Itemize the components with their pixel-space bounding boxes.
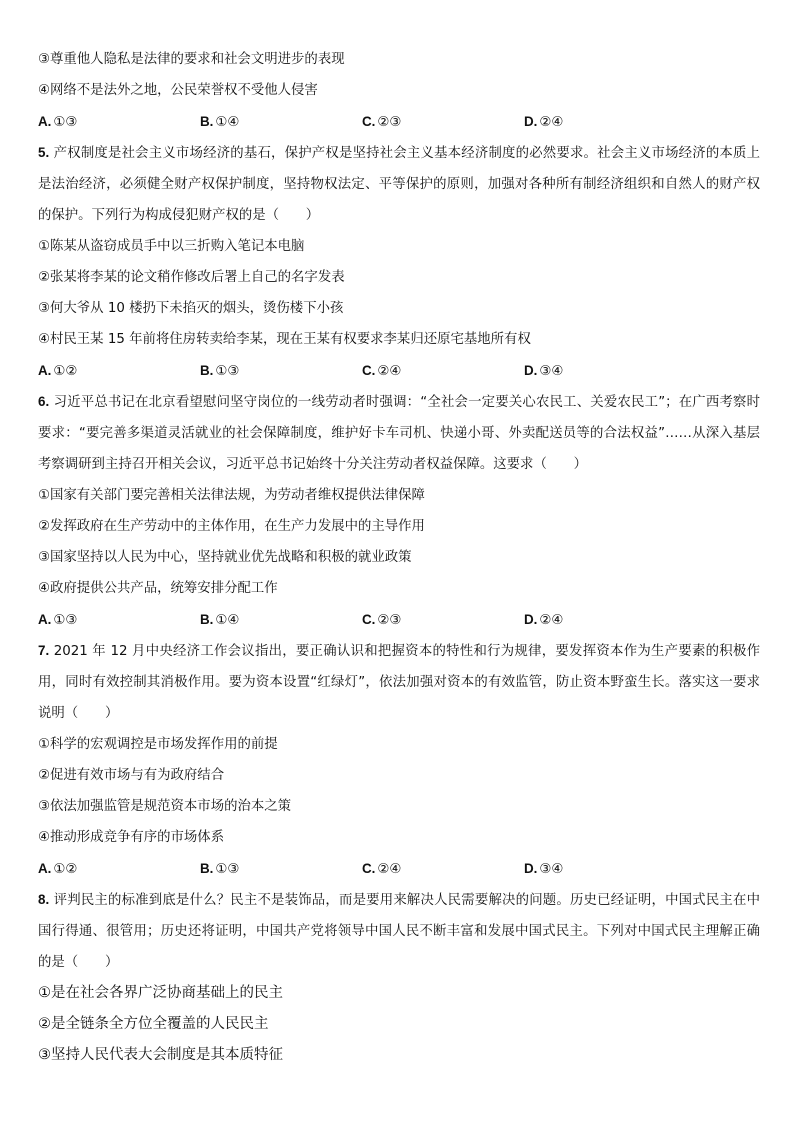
option-text: ③④ xyxy=(539,364,564,379)
question-8 xyxy=(38,884,760,1071)
option-letter: C. xyxy=(362,114,376,129)
option-c[interactable] xyxy=(362,604,524,635)
answer-options xyxy=(38,853,760,884)
option-b[interactable] xyxy=(200,355,362,386)
option-text: ①② xyxy=(53,364,78,379)
statement-item: ①国家有关部门要完善相关法律法规，为劳动者维权提供法律保障 xyxy=(38,488,425,503)
option-letter: C. xyxy=(362,612,376,627)
question-number: 6. xyxy=(38,394,50,409)
statement-item: ①陈某从盗窃成员手中以三折购入笔记本电脑 xyxy=(38,239,305,254)
statement-item: ④推动形成竞争有序的市场体系 xyxy=(38,830,225,845)
statement-item: ①是在社会各界广泛协商基础上的民主 xyxy=(38,985,283,1001)
statement-item: ④网络不是法外之地，公民荣誉权不受他人侵害 xyxy=(38,83,318,98)
option-b[interactable] xyxy=(200,106,362,137)
statement-item: ③何大爷从 10 楼扔下未掐灭的烟头，烫伤楼下小孩 xyxy=(38,301,344,316)
option-letter: D. xyxy=(524,363,538,378)
statement-item: ②是全链条全方位全覆盖的人民民主 xyxy=(38,1016,269,1032)
option-text: ①③ xyxy=(215,364,240,379)
option-text: ①③ xyxy=(53,613,78,628)
option-letter: A. xyxy=(38,612,52,627)
option-letter: D. xyxy=(524,861,538,876)
option-text: ①④ xyxy=(215,613,240,628)
option-text: ②③ xyxy=(377,115,402,130)
option-a[interactable] xyxy=(38,604,200,635)
option-letter: C. xyxy=(362,861,376,876)
option-letter: A. xyxy=(38,363,52,378)
question-5 xyxy=(38,137,760,386)
statement-item: ③坚持人民代表大会制度是其本质特征 xyxy=(38,1047,283,1063)
statement-item: ③依法加强监管是规范资本市场的治本之策 xyxy=(38,799,292,814)
option-letter: B. xyxy=(200,861,214,876)
option-d[interactable] xyxy=(524,853,686,884)
question-number: 8. xyxy=(38,892,50,907)
question-stem xyxy=(38,884,760,978)
option-text: ②④ xyxy=(377,364,402,379)
question-stem xyxy=(38,137,760,231)
option-text: ②④ xyxy=(377,862,402,877)
option-text: ②③ xyxy=(377,613,402,628)
option-a[interactable] xyxy=(38,853,200,884)
option-c[interactable] xyxy=(362,355,524,386)
option-text: ②④ xyxy=(539,613,564,628)
option-d[interactable] xyxy=(524,604,686,635)
option-letter: D. xyxy=(524,114,538,129)
answer-options xyxy=(38,604,760,635)
option-text: ③④ xyxy=(539,862,564,877)
question-6 xyxy=(38,386,760,635)
stem-text: 评判民主的标准到底是什么？民主不是装饰品，而是要用来解决人民需要解决的问题。历史已经证明，中国式民主在中国行得通、很管用；历史还将证明，中国共产党将领导中国人民不断丰富和发展中国式民主。下列对中国式民主理解正确的是（ ） xyxy=(38,893,761,970)
option-letter: A. xyxy=(38,861,52,876)
option-b[interactable] xyxy=(200,604,362,635)
answer-options xyxy=(38,355,760,386)
option-text: ①④ xyxy=(215,115,240,130)
statement-item: ②促进有效市场与有为政府结合 xyxy=(38,768,225,783)
option-letter: B. xyxy=(200,114,214,129)
stem-text: 2021 年 12 月中央经济工作会议指出，要正确认识和把握资本的特性和行为规律，要发挥资本作为生产要素的积极作用，同时有效控制其消极作用。要为资本设置“红绿灯”，依法加强对资本的有效监管，防止资本野蛮生长。落实这一要求说明（ ） xyxy=(38,644,760,721)
option-text: ①③ xyxy=(53,115,78,130)
exam-page xyxy=(38,44,760,1071)
stem-text: 习近平总书记在北京看望慰问坚守岗位的一线劳动者时强调：“全社会一定要关心农民工、关爱农民工”；在广西考察时要求：“要完善多渠道灵活就业的社会保障制度，维护好卡车司机、快递小哥、外卖配送员等的合法权益”……从深入基层考察调研到主持召开相关会议，习近平总书记始终十分关注劳动者权益保障。这要求（ ） xyxy=(38,395,760,472)
option-letter: A. xyxy=(38,114,52,129)
statement-item: ③尊重他人隐私是法律的要求和社会文明进步的表现 xyxy=(38,52,345,67)
option-a[interactable] xyxy=(38,355,200,386)
statement-item: ②发挥政府在生产劳动中的主体作用，在生产力发展中的主导作用 xyxy=(38,519,425,534)
question-number: 5. xyxy=(38,145,50,160)
statement-item: ①科学的宏观调控是市场发挥作用的前提 xyxy=(38,737,278,752)
stem-text: 产权制度是社会主义市场经济的基石，保护产权是坚持社会主义基本经济制度的必然要求。社会主义市场经济的本质上是法治经济，必须健全财产权保护制度，坚持物权法定、平等保护的原则，加强对各种所有制经济组织和自然人的财产权的保护。下列行为构成侵犯财产权的是（ ） xyxy=(38,146,761,223)
option-text: ②④ xyxy=(539,115,564,130)
statement-item: ②张某将李某的论文稍作修改后署上自己的名字发表 xyxy=(38,270,345,285)
option-text: ①③ xyxy=(215,862,240,877)
question-stem xyxy=(38,635,760,729)
option-letter: C. xyxy=(362,363,376,378)
option-letter: B. xyxy=(200,363,214,378)
option-c[interactable] xyxy=(362,853,524,884)
option-d[interactable] xyxy=(524,106,686,137)
option-a[interactable] xyxy=(38,106,200,137)
statement-item: ④政府提供公共产品，统筹安排分配工作 xyxy=(38,581,278,596)
question-7 xyxy=(38,635,760,884)
option-letter: D. xyxy=(524,612,538,627)
statement-item: ④村民王某 15 年前将住房转卖给李某，现在王某有权要求李某归还原宅基地所有权 xyxy=(38,332,531,347)
option-letter: B. xyxy=(200,612,214,627)
statement-item: ③国家坚持以人民为中心，坚持就业优先战略和积极的就业政策 xyxy=(38,550,412,565)
option-text: ①② xyxy=(53,862,78,877)
option-c[interactable] xyxy=(362,106,524,137)
option-b[interactable] xyxy=(200,853,362,884)
question-number: 7. xyxy=(38,643,50,658)
question-4-tail xyxy=(38,44,760,137)
question-stem xyxy=(38,386,760,480)
answer-options xyxy=(38,106,760,137)
option-d[interactable] xyxy=(524,355,686,386)
